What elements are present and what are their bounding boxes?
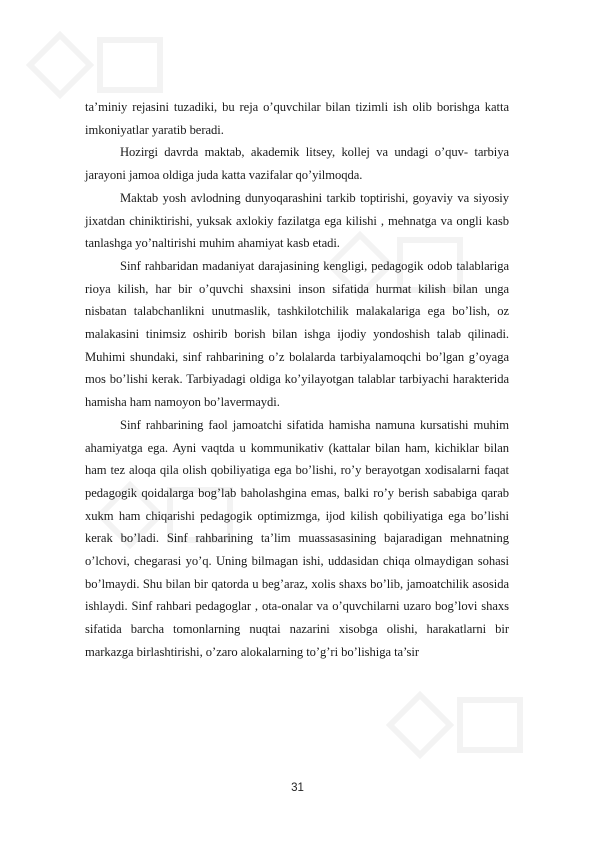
paragraph: Sinf rahbaridan madaniyat darajasining kengligi, pedagogik odob talablariga rioya kilish, har bir o’quvchi shaxsini inson sifatida hurmat kilish bilan unga nisbatan talabchanlikni unutmaslik, tashkilotchilik malakalariga ega bo’lish, oz malakasini tinimsiz oshirib borish bilan ishga ijodiy yondoshish talab qilinadi. Muhimi shundaki, sinf rahbarining o’z bolalarda tarbiyalamoqchi bo’lgan g’oyaga mos bo’lishi kerak. Tarbiyadagi oldiga ko’yilayotgan talablar tarbiyachi harakterida hamisha ham namoyon bo’lavermaydi. xyxy=(85,258,509,410)
paragraph: Maktab yosh avlodning dunyoqarashini tarkib toptirishi, goyaviy va siyosiy jixatdan chiniktirishi, yuksak axlokiy fazilatga ega kilishi , mehnatga va ongli kasb tanlashga yo’naltirishi muhim ahamiyat kasb etadi. xyxy=(85,190,509,251)
paragraph: Hozirgi davrda maktab, akademik litsey, kollej va undagi o’quv- tarbiya jarayoni jamoa oldiga juda katta vazifalar qo’yilmoqda. xyxy=(85,145,509,183)
paragraph-continuation: ta’miniy rejasini tuzadiki, bu reja o’quvchilar bilan tizimli ish olib borishga katta imkoniyatlar yaratib beradi. xyxy=(85,100,509,137)
paragraph: Sinf rahbarining faol jamoatchi sifatida hamisha namuna kursatishi muhim ahamiyatga ega. Ayni vaqtda u kommunikativ (kattalar bilan ham, kichiklar bilan ham tez aloqa qila olish qobiliyatiga ega bo’lishi, ro’y berayotgan xodisalarni faqat pedagogik qoidalarga bog’lab baholashgina emas, balki ro’y berish sababiga qarab xukm ham chiqarishi pedagogik optimizmga, ijod kilish qobiliyatiga ega bo’lishi kerak bo’ladi. Sinf rahbarining ta’lim muassasasining bajaradigan mehnatning o’lchovi, chegarasi yo’q. Uning bilmagan ishi, uddasidan chiqa olmaydigan sohasi bo’lmaydi. Shu bilan bir qatorda u beg’araz, xolis shaxs bo’lib, jamoatchilik asosida ishlaydi. Sinf rahbari pedagoglar , ota-onalar va o’quvchilarni uzaro bog’lovi shaxs sifatida barcha tomonlarning nuqtai nazarini xisobga olishi, harakatlarni bir markazga birlashtirishi, o’zaro alokalarning to’g’ri bo’lishiga ta’sir xyxy=(85,417,509,659)
watermark-pattern xyxy=(380,680,530,770)
document-body xyxy=(85,96,509,664)
page-number: 31 xyxy=(291,782,304,794)
